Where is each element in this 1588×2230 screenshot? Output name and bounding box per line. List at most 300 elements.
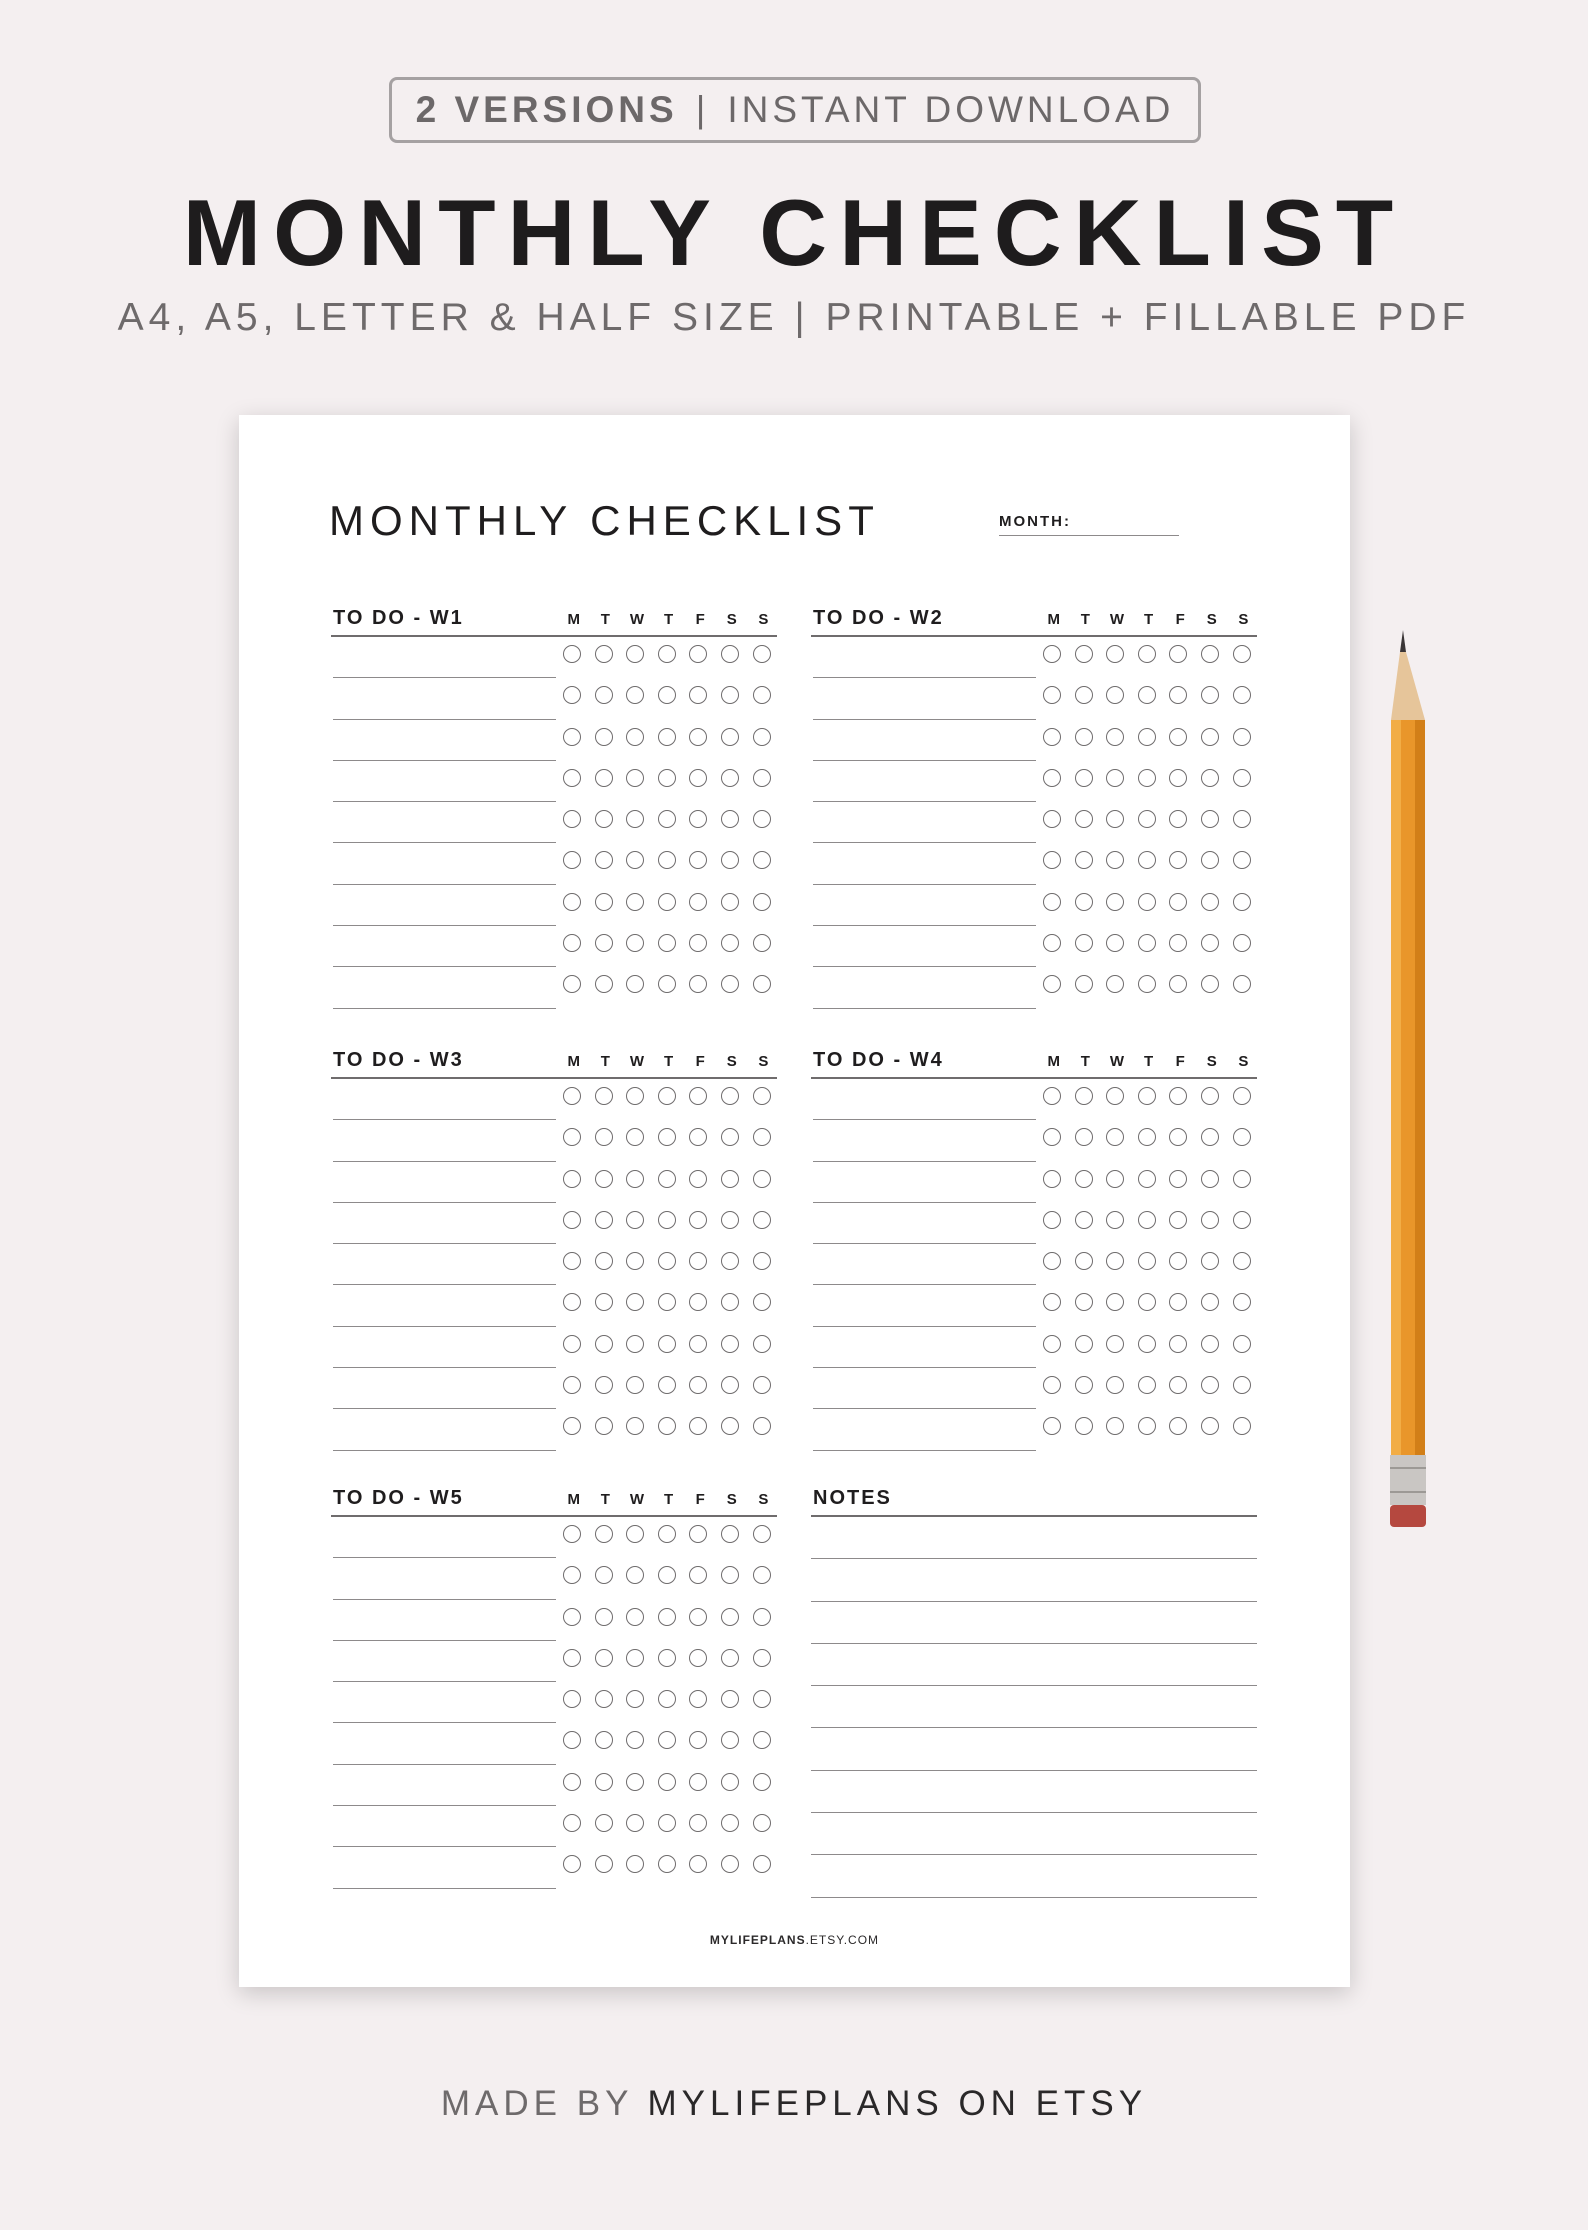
day-checkbox[interactable] <box>595 1731 613 1749</box>
day-checkbox[interactable] <box>1201 1128 1219 1146</box>
day-checkbox[interactable] <box>1138 686 1156 704</box>
day-checkbox[interactable] <box>658 893 676 911</box>
day-checkbox[interactable] <box>1075 1128 1093 1146</box>
day-checkbox[interactable] <box>563 1649 581 1667</box>
day-checkbox[interactable] <box>753 1170 771 1188</box>
day-checkbox[interactable] <box>1169 1170 1187 1188</box>
day-checkbox[interactable] <box>1201 645 1219 663</box>
day-checkbox[interactable] <box>1233 810 1251 828</box>
day-checkbox[interactable] <box>721 1252 739 1270</box>
day-checkbox[interactable] <box>1043 1335 1061 1353</box>
day-checkbox[interactable] <box>626 645 644 663</box>
day-checkbox[interactable] <box>1169 1376 1187 1394</box>
day-checkbox[interactable] <box>563 769 581 787</box>
day-checkbox[interactable] <box>721 1525 739 1543</box>
day-checkbox[interactable] <box>595 810 613 828</box>
day-checkbox[interactable] <box>1075 810 1093 828</box>
day-checkbox[interactable] <box>753 1855 771 1873</box>
day-checkbox[interactable] <box>1169 686 1187 704</box>
day-checkbox[interactable] <box>689 1649 707 1667</box>
day-checkbox[interactable] <box>689 851 707 869</box>
day-checkbox[interactable] <box>1106 975 1124 993</box>
day-checkbox[interactable] <box>1075 1376 1093 1394</box>
day-checkbox[interactable] <box>658 1773 676 1791</box>
day-checkbox[interactable] <box>563 851 581 869</box>
month-field[interactable] <box>999 535 1179 536</box>
day-checkbox[interactable] <box>1201 1293 1219 1311</box>
day-checkbox[interactable] <box>1138 1128 1156 1146</box>
day-checkbox[interactable] <box>1075 934 1093 952</box>
day-checkbox[interactable] <box>1169 1211 1187 1229</box>
day-checkbox[interactable] <box>753 1087 771 1105</box>
day-checkbox[interactable] <box>595 1170 613 1188</box>
day-checkbox[interactable] <box>1138 645 1156 663</box>
day-checkbox[interactable] <box>1201 975 1219 993</box>
day-checkbox[interactable] <box>689 686 707 704</box>
day-checkbox[interactable] <box>1043 728 1061 746</box>
day-checkbox[interactable] <box>1138 975 1156 993</box>
day-checkbox[interactable] <box>1043 934 1061 952</box>
day-checkbox[interactable] <box>1043 810 1061 828</box>
day-checkbox[interactable] <box>721 1376 739 1394</box>
day-checkbox[interactable] <box>1138 1252 1156 1270</box>
day-checkbox[interactable] <box>626 1566 644 1584</box>
day-checkbox[interactable] <box>658 686 676 704</box>
day-checkbox[interactable] <box>721 1855 739 1873</box>
notes-line[interactable] <box>811 1728 1257 1770</box>
day-checkbox[interactable] <box>721 851 739 869</box>
day-checkbox[interactable] <box>1138 893 1156 911</box>
day-checkbox[interactable] <box>753 769 771 787</box>
day-checkbox[interactable] <box>1233 893 1251 911</box>
day-checkbox[interactable] <box>658 1814 676 1832</box>
day-checkbox[interactable] <box>563 1252 581 1270</box>
day-checkbox[interactable] <box>1201 934 1219 952</box>
day-checkbox[interactable] <box>626 1087 644 1105</box>
day-checkbox[interactable] <box>753 851 771 869</box>
notes-line[interactable] <box>811 1771 1257 1813</box>
day-checkbox[interactable] <box>753 1211 771 1229</box>
day-checkbox[interactable] <box>1043 1293 1061 1311</box>
day-checkbox[interactable] <box>563 1417 581 1435</box>
day-checkbox[interactable] <box>1075 975 1093 993</box>
day-checkbox[interactable] <box>753 1128 771 1146</box>
day-checkbox[interactable] <box>1106 1252 1124 1270</box>
day-checkbox[interactable] <box>626 1773 644 1791</box>
day-checkbox[interactable] <box>1043 645 1061 663</box>
day-checkbox[interactable] <box>721 769 739 787</box>
day-checkbox[interactable] <box>595 1335 613 1353</box>
day-checkbox[interactable] <box>753 1773 771 1791</box>
day-checkbox[interactable] <box>658 851 676 869</box>
day-checkbox[interactable] <box>626 1211 644 1229</box>
day-checkbox[interactable] <box>753 1566 771 1584</box>
day-checkbox[interactable] <box>658 1525 676 1543</box>
day-checkbox[interactable] <box>689 934 707 952</box>
day-checkbox[interactable] <box>1138 769 1156 787</box>
day-checkbox[interactable] <box>1233 1335 1251 1353</box>
day-checkbox[interactable] <box>658 728 676 746</box>
day-checkbox[interactable] <box>1201 1252 1219 1270</box>
day-checkbox[interactable] <box>689 1731 707 1749</box>
day-checkbox[interactable] <box>626 1731 644 1749</box>
day-checkbox[interactable] <box>689 1128 707 1146</box>
day-checkbox[interactable] <box>1106 1087 1124 1105</box>
day-checkbox[interactable] <box>689 1335 707 1353</box>
day-checkbox[interactable] <box>658 1649 676 1667</box>
notes-line[interactable] <box>811 1517 1257 1559</box>
day-checkbox[interactable] <box>1201 769 1219 787</box>
day-checkbox[interactable] <box>1233 934 1251 952</box>
day-checkbox[interactable] <box>689 893 707 911</box>
day-checkbox[interactable] <box>1043 1170 1061 1188</box>
day-checkbox[interactable] <box>1043 1252 1061 1270</box>
day-checkbox[interactable] <box>1106 810 1124 828</box>
day-checkbox[interactable] <box>563 1128 581 1146</box>
day-checkbox[interactable] <box>721 1211 739 1229</box>
day-checkbox[interactable] <box>689 810 707 828</box>
day-checkbox[interactable] <box>595 769 613 787</box>
day-checkbox[interactable] <box>626 1376 644 1394</box>
day-checkbox[interactable] <box>689 1773 707 1791</box>
day-checkbox[interactable] <box>563 1293 581 1311</box>
day-checkbox[interactable] <box>658 1087 676 1105</box>
day-checkbox[interactable] <box>689 1814 707 1832</box>
day-checkbox[interactable] <box>563 975 581 993</box>
day-checkbox[interactable] <box>721 1690 739 1708</box>
day-checkbox[interactable] <box>626 1525 644 1543</box>
day-checkbox[interactable] <box>1075 1252 1093 1270</box>
day-checkbox[interactable] <box>1106 1128 1124 1146</box>
day-checkbox[interactable] <box>1233 1087 1251 1105</box>
day-checkbox[interactable] <box>1233 1376 1251 1394</box>
day-checkbox[interactable] <box>753 1731 771 1749</box>
day-checkbox[interactable] <box>689 1293 707 1311</box>
day-checkbox[interactable] <box>753 1417 771 1435</box>
day-checkbox[interactable] <box>1201 851 1219 869</box>
day-checkbox[interactable] <box>689 1087 707 1105</box>
day-checkbox[interactable] <box>595 1690 613 1708</box>
day-checkbox[interactable] <box>721 1649 739 1667</box>
notes-line[interactable] <box>811 1855 1257 1897</box>
day-checkbox[interactable] <box>689 1417 707 1435</box>
task-input-line[interactable] <box>333 1888 556 1889</box>
day-checkbox[interactable] <box>1201 810 1219 828</box>
day-checkbox[interactable] <box>721 1814 739 1832</box>
day-checkbox[interactable] <box>626 893 644 911</box>
day-checkbox[interactable] <box>1169 769 1187 787</box>
day-checkbox[interactable] <box>1169 1293 1187 1311</box>
day-checkbox[interactable] <box>1138 1376 1156 1394</box>
day-checkbox[interactable] <box>563 728 581 746</box>
day-checkbox[interactable] <box>721 1417 739 1435</box>
day-checkbox[interactable] <box>721 934 739 952</box>
day-checkbox[interactable] <box>563 1566 581 1584</box>
day-checkbox[interactable] <box>721 975 739 993</box>
day-checkbox[interactable] <box>1043 851 1061 869</box>
day-checkbox[interactable] <box>626 851 644 869</box>
day-checkbox[interactable] <box>689 1252 707 1270</box>
day-checkbox[interactable] <box>595 1252 613 1270</box>
day-checkbox[interactable] <box>658 1566 676 1584</box>
day-checkbox[interactable] <box>626 1417 644 1435</box>
day-checkbox[interactable] <box>1233 728 1251 746</box>
day-checkbox[interactable] <box>626 1690 644 1708</box>
day-checkbox[interactable] <box>1138 1417 1156 1435</box>
day-checkbox[interactable] <box>689 1566 707 1584</box>
day-checkbox[interactable] <box>626 1608 644 1626</box>
day-checkbox[interactable] <box>1233 1170 1251 1188</box>
day-checkbox[interactable] <box>721 1293 739 1311</box>
day-checkbox[interactable] <box>753 1293 771 1311</box>
day-checkbox[interactable] <box>1075 851 1093 869</box>
day-checkbox[interactable] <box>626 934 644 952</box>
day-checkbox[interactable] <box>1106 728 1124 746</box>
day-checkbox[interactable] <box>1075 1293 1093 1311</box>
day-checkbox[interactable] <box>658 1855 676 1873</box>
day-checkbox[interactable] <box>658 1417 676 1435</box>
day-checkbox[interactable] <box>1043 1128 1061 1146</box>
day-checkbox[interactable] <box>1043 686 1061 704</box>
day-checkbox[interactable] <box>1106 686 1124 704</box>
day-checkbox[interactable] <box>1201 1376 1219 1394</box>
day-checkbox[interactable] <box>1138 1335 1156 1353</box>
day-checkbox[interactable] <box>689 1525 707 1543</box>
day-checkbox[interactable] <box>753 975 771 993</box>
day-checkbox[interactable] <box>626 1335 644 1353</box>
day-checkbox[interactable] <box>1201 1087 1219 1105</box>
day-checkbox[interactable] <box>721 1608 739 1626</box>
day-checkbox[interactable] <box>595 1855 613 1873</box>
day-checkbox[interactable] <box>1138 1170 1156 1188</box>
day-checkbox[interactable] <box>1201 686 1219 704</box>
day-checkbox[interactable] <box>1043 1376 1061 1394</box>
notes-line[interactable] <box>811 1644 1257 1686</box>
day-checkbox[interactable] <box>753 686 771 704</box>
notes-line[interactable] <box>811 1559 1257 1601</box>
day-checkbox[interactable] <box>626 1293 644 1311</box>
day-checkbox[interactable] <box>563 893 581 911</box>
day-checkbox[interactable] <box>753 1814 771 1832</box>
day-checkbox[interactable] <box>595 1293 613 1311</box>
day-checkbox[interactable] <box>753 893 771 911</box>
day-checkbox[interactable] <box>563 934 581 952</box>
day-checkbox[interactable] <box>689 975 707 993</box>
day-checkbox[interactable] <box>595 1814 613 1832</box>
notes-line[interactable] <box>811 1813 1257 1855</box>
day-checkbox[interactable] <box>626 686 644 704</box>
day-checkbox[interactable] <box>1075 893 1093 911</box>
day-checkbox[interactable] <box>1169 1252 1187 1270</box>
day-checkbox[interactable] <box>658 975 676 993</box>
day-checkbox[interactable] <box>595 851 613 869</box>
day-checkbox[interactable] <box>595 1773 613 1791</box>
day-checkbox[interactable] <box>1169 645 1187 663</box>
day-checkbox[interactable] <box>1043 975 1061 993</box>
day-checkbox[interactable] <box>689 1211 707 1229</box>
day-checkbox[interactable] <box>1075 728 1093 746</box>
day-checkbox[interactable] <box>1201 893 1219 911</box>
day-checkbox[interactable] <box>1043 769 1061 787</box>
day-checkbox[interactable] <box>1043 1417 1061 1435</box>
day-checkbox[interactable] <box>1169 934 1187 952</box>
day-checkbox[interactable] <box>1138 1087 1156 1105</box>
day-checkbox[interactable] <box>1138 934 1156 952</box>
day-checkbox[interactable] <box>1043 1211 1061 1229</box>
day-checkbox[interactable] <box>595 1649 613 1667</box>
day-checkbox[interactable] <box>563 1525 581 1543</box>
day-checkbox[interactable] <box>1233 1417 1251 1435</box>
day-checkbox[interactable] <box>563 686 581 704</box>
day-checkbox[interactable] <box>626 1170 644 1188</box>
day-checkbox[interactable] <box>563 1376 581 1394</box>
day-checkbox[interactable] <box>1075 1211 1093 1229</box>
day-checkbox[interactable] <box>1138 1211 1156 1229</box>
day-checkbox[interactable] <box>626 728 644 746</box>
day-checkbox[interactable] <box>721 645 739 663</box>
day-checkbox[interactable] <box>753 1376 771 1394</box>
day-checkbox[interactable] <box>1043 893 1061 911</box>
day-checkbox[interactable] <box>1106 1211 1124 1229</box>
day-checkbox[interactable] <box>753 1649 771 1667</box>
task-input-line[interactable] <box>333 1008 556 1009</box>
day-checkbox[interactable] <box>595 686 613 704</box>
day-checkbox[interactable] <box>563 810 581 828</box>
day-checkbox[interactable] <box>1201 1417 1219 1435</box>
day-checkbox[interactable] <box>689 1608 707 1626</box>
day-checkbox[interactable] <box>595 934 613 952</box>
day-checkbox[interactable] <box>1138 728 1156 746</box>
day-checkbox[interactable] <box>595 1608 613 1626</box>
day-checkbox[interactable] <box>1106 851 1124 869</box>
day-checkbox[interactable] <box>1075 1335 1093 1353</box>
day-checkbox[interactable] <box>658 934 676 952</box>
day-checkbox[interactable] <box>1233 645 1251 663</box>
day-checkbox[interactable] <box>1233 686 1251 704</box>
day-checkbox[interactable] <box>753 1690 771 1708</box>
day-checkbox[interactable] <box>1106 1417 1124 1435</box>
day-checkbox[interactable] <box>563 1211 581 1229</box>
day-checkbox[interactable] <box>1106 1376 1124 1394</box>
day-checkbox[interactable] <box>626 1649 644 1667</box>
day-checkbox[interactable] <box>1233 769 1251 787</box>
day-checkbox[interactable] <box>595 645 613 663</box>
day-checkbox[interactable] <box>1169 1417 1187 1435</box>
day-checkbox[interactable] <box>689 1690 707 1708</box>
day-checkbox[interactable] <box>1106 769 1124 787</box>
day-checkbox[interactable] <box>1169 1335 1187 1353</box>
day-checkbox[interactable] <box>721 728 739 746</box>
day-checkbox[interactable] <box>1075 1170 1093 1188</box>
day-checkbox[interactable] <box>689 1855 707 1873</box>
day-checkbox[interactable] <box>1043 1087 1061 1105</box>
day-checkbox[interactable] <box>563 1608 581 1626</box>
day-checkbox[interactable] <box>1233 851 1251 869</box>
day-checkbox[interactable] <box>721 1170 739 1188</box>
day-checkbox[interactable] <box>1233 1252 1251 1270</box>
day-checkbox[interactable] <box>721 1566 739 1584</box>
day-checkbox[interactable] <box>626 1814 644 1832</box>
day-checkbox[interactable] <box>1106 893 1124 911</box>
day-checkbox[interactable] <box>721 1335 739 1353</box>
day-checkbox[interactable] <box>626 975 644 993</box>
day-checkbox[interactable] <box>753 728 771 746</box>
day-checkbox[interactable] <box>1169 728 1187 746</box>
day-checkbox[interactable] <box>658 769 676 787</box>
day-checkbox[interactable] <box>1106 1335 1124 1353</box>
day-checkbox[interactable] <box>1075 769 1093 787</box>
notes-line[interactable] <box>811 1602 1257 1644</box>
day-checkbox[interactable] <box>1233 975 1251 993</box>
day-checkbox[interactable] <box>753 1252 771 1270</box>
day-checkbox[interactable] <box>721 686 739 704</box>
day-checkbox[interactable] <box>721 1128 739 1146</box>
day-checkbox[interactable] <box>1138 1293 1156 1311</box>
day-checkbox[interactable] <box>721 1731 739 1749</box>
day-checkbox[interactable] <box>1106 1170 1124 1188</box>
day-checkbox[interactable] <box>626 1252 644 1270</box>
day-checkbox[interactable] <box>626 1855 644 1873</box>
day-checkbox[interactable] <box>721 1087 739 1105</box>
day-checkbox[interactable] <box>689 645 707 663</box>
notes-line[interactable] <box>811 1686 1257 1728</box>
day-checkbox[interactable] <box>595 1128 613 1146</box>
day-checkbox[interactable] <box>753 1525 771 1543</box>
day-checkbox[interactable] <box>1138 851 1156 869</box>
day-checkbox[interactable] <box>658 810 676 828</box>
day-checkbox[interactable] <box>658 1335 676 1353</box>
task-input-line[interactable] <box>813 1008 1036 1009</box>
day-checkbox[interactable] <box>1138 810 1156 828</box>
day-checkbox[interactable] <box>1201 728 1219 746</box>
day-checkbox[interactable] <box>595 1417 613 1435</box>
day-checkbox[interactable] <box>658 1293 676 1311</box>
day-checkbox[interactable] <box>1201 1170 1219 1188</box>
day-checkbox[interactable] <box>595 1376 613 1394</box>
day-checkbox[interactable] <box>626 1128 644 1146</box>
day-checkbox[interactable] <box>689 1170 707 1188</box>
day-checkbox[interactable] <box>563 1170 581 1188</box>
day-checkbox[interactable] <box>595 1211 613 1229</box>
day-checkbox[interactable] <box>1169 1128 1187 1146</box>
day-checkbox[interactable] <box>1201 1335 1219 1353</box>
day-checkbox[interactable] <box>689 1376 707 1394</box>
task-input-line[interactable] <box>333 1450 556 1451</box>
task-input-line[interactable] <box>813 1450 1036 1451</box>
day-checkbox[interactable] <box>1233 1128 1251 1146</box>
day-checkbox[interactable] <box>721 893 739 911</box>
day-checkbox[interactable] <box>595 975 613 993</box>
day-checkbox[interactable] <box>658 1170 676 1188</box>
day-checkbox[interactable] <box>658 1690 676 1708</box>
day-checkbox[interactable] <box>1106 1293 1124 1311</box>
day-checkbox[interactable] <box>658 1376 676 1394</box>
day-checkbox[interactable] <box>1169 851 1187 869</box>
day-checkbox[interactable] <box>689 769 707 787</box>
day-checkbox[interactable] <box>689 728 707 746</box>
day-checkbox[interactable] <box>1075 645 1093 663</box>
day-checkbox[interactable] <box>563 1773 581 1791</box>
day-checkbox[interactable] <box>658 1128 676 1146</box>
day-checkbox[interactable] <box>563 1731 581 1749</box>
day-checkbox[interactable] <box>563 1087 581 1105</box>
day-checkbox[interactable] <box>563 1690 581 1708</box>
day-checkbox[interactable] <box>595 1525 613 1543</box>
day-checkbox[interactable] <box>626 810 644 828</box>
day-checkbox[interactable] <box>1169 975 1187 993</box>
day-checkbox[interactable] <box>595 1087 613 1105</box>
day-checkbox[interactable] <box>658 1252 676 1270</box>
